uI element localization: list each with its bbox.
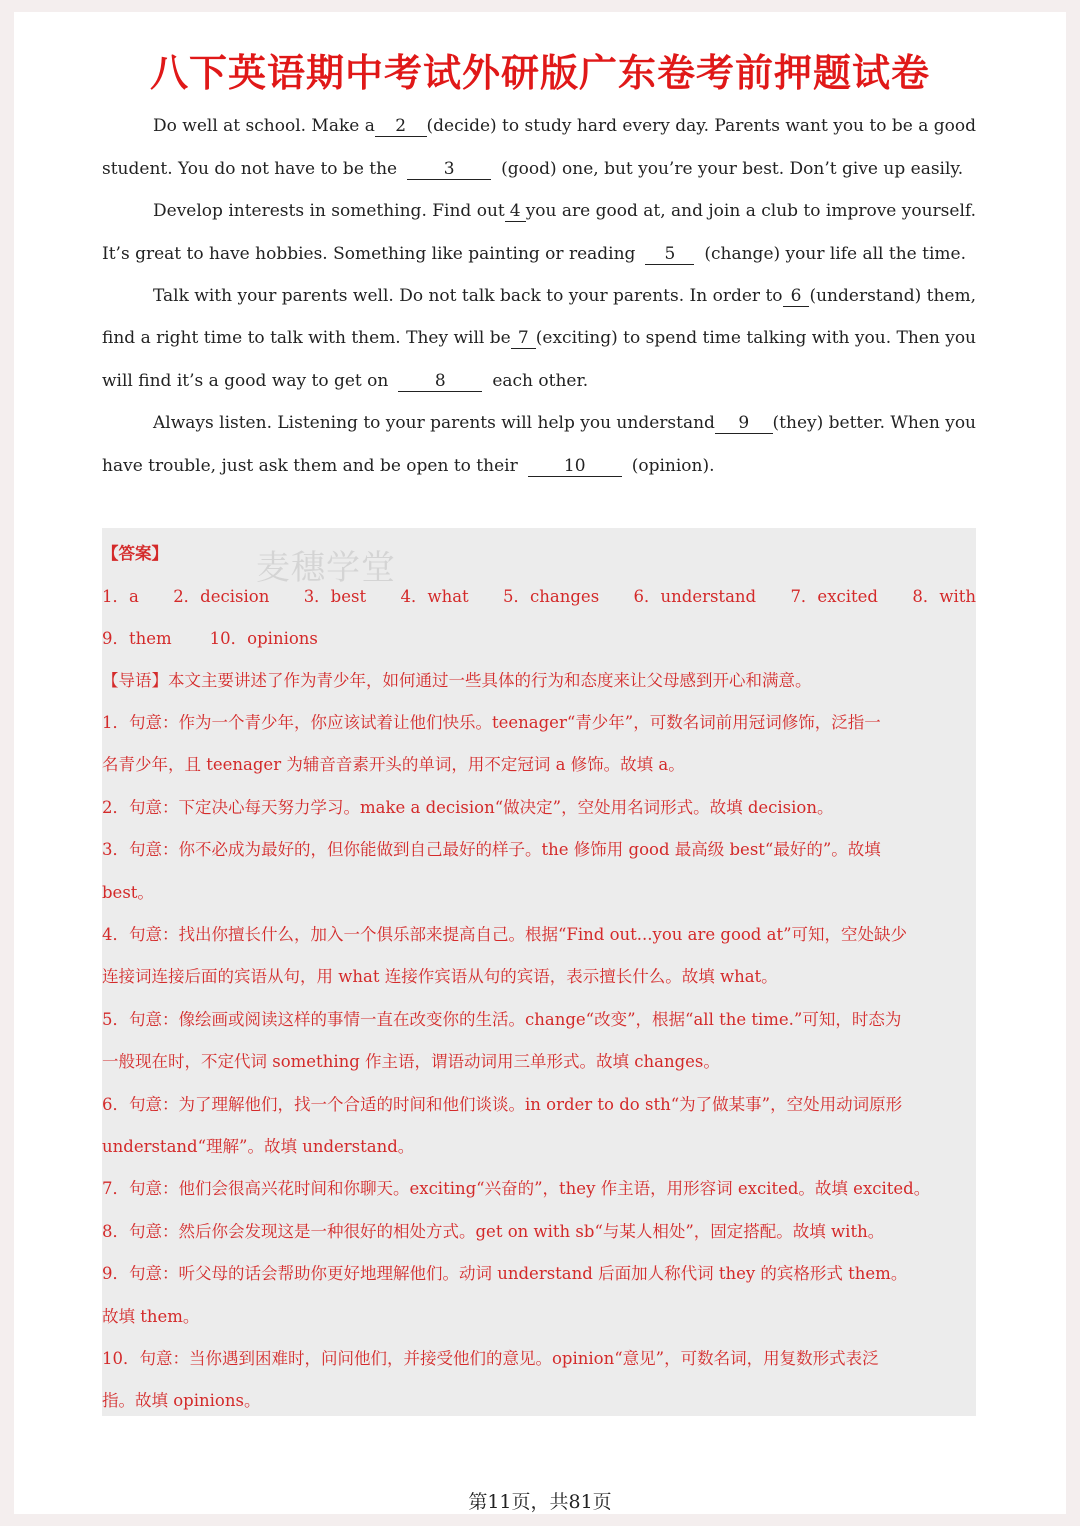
text: It’s great to have hobbies. Something like painting or reading	[102, 244, 636, 264]
blank-7: 7	[511, 328, 536, 349]
answer-item: 8．with	[912, 587, 976, 606]
watermark-text: 麦穗学堂	[256, 548, 396, 588]
blank-3: 3	[407, 159, 491, 180]
passage-line-1	[153, 116, 976, 137]
page-number: 第11页，共81页	[468, 1491, 612, 1513]
text: (they) better. When you	[772, 413, 976, 433]
text: you are good at, and join a club to improve yourself.	[525, 201, 976, 221]
explanation-4-cont: 连接词连接后面的宾语从句，用 what 连接作宾语从句的宾语，表示擅长什么。故填 what。	[102, 967, 778, 986]
blank-6: 6	[783, 286, 810, 307]
passage-line-7	[102, 371, 976, 392]
passage-line-4	[102, 244, 976, 265]
explanation-10-cont: 指。故填 opinions。	[102, 1391, 261, 1410]
answer-item: 7．excited	[790, 587, 878, 606]
explanation-8: 8．句意：然后你会发现这是一种很好的相处方式。get on with sb“与某人相处”，固定搭配。故填 with。	[102, 1222, 885, 1241]
answer-item: 1．a	[102, 587, 139, 606]
text: Talk with your parents well. Do not talk back to your parents. In order to	[153, 286, 783, 306]
blank-2: 2	[375, 116, 427, 137]
answer-row-2	[102, 625, 976, 649]
text: (change) your life all the time.	[704, 244, 966, 264]
answer-header: 【答案】	[102, 544, 168, 563]
explanation-9: 9．句意：听父母的话会帮助你更好地理解他们。动词 understand 后面加人称代词 they 的宾格形式 them。	[102, 1264, 908, 1283]
passage-line-3	[153, 201, 976, 222]
explanation-2: 2．句意：下定决心每天努力学习。make a decision“做决定”，空处用名词形式。故填 decision。	[102, 798, 834, 817]
explanation-3: 3．句意：你不必成为最好的，但你能做到自己最好的样子。the 修饰用 good 最高级 best“最好的”。故填	[102, 840, 881, 859]
blank-8: 8	[398, 371, 482, 392]
text: Always listen. Listening to your parents will help you understand	[153, 413, 715, 433]
explanation-6-cont: understand“理解”。故填 understand。	[102, 1137, 415, 1156]
passage-line-9	[102, 456, 976, 477]
text: (decide) to study hard every day. Parents want you to be a good	[426, 116, 976, 136]
passage-line-6	[102, 328, 976, 349]
explanation-7: 7．句意：他们会很高兴花时间和你聊天。exciting“兴奋的”，they 作主语，用形容词 excited。故填 excited。	[102, 1179, 931, 1198]
passage-line-2	[102, 159, 976, 180]
text: have trouble, just ask them and be open to their	[102, 456, 518, 476]
text: student. You do not have to be the	[102, 159, 398, 179]
explanation-5-cont: 一般现在时，不定代词 something 作主语，谓语动词用三单形式。故填 changes。	[102, 1052, 720, 1071]
text: (understand) them,	[809, 286, 976, 306]
passage-line-8	[153, 413, 976, 434]
answer-item: 4．what	[400, 587, 469, 606]
explanation-9-cont: 故填 them。	[102, 1307, 200, 1326]
blank-4: 4	[505, 201, 526, 222]
answer-item: 5．changes	[503, 587, 600, 606]
answer-item: 3．best	[303, 587, 367, 606]
answer-item: 9．them	[102, 629, 172, 648]
text: will find it’s a good way to get on	[102, 371, 389, 391]
passage-line-5	[153, 286, 976, 307]
explanation-5: 5．句意：像绘画或阅读这样的事情一直在改变你的生活。change“改变”，根据“all the time.”可知，时态为	[102, 1010, 902, 1029]
answer-item: 2．decision	[173, 587, 270, 606]
text: Develop interests in something. Find out	[153, 201, 505, 221]
guide-text: 【导语】本文主要讲述了作为青少年，如何通过一些具体的行为和态度来让父母感到开心和满意。	[102, 671, 812, 690]
text: (good) one, but you’re your best. Don’t give up easily.	[501, 159, 964, 179]
explanation-1: 1．句意：作为一个青少年，你应该试着让他们快乐。teenager“青少年”，可数名词前用冠词修饰，泛指一	[102, 713, 881, 732]
explanation-4: 4．句意：找出你擅长什么，加入一个俱乐部来提高自己。根据“Find out...you are good at”可知，空处缺少	[102, 925, 908, 944]
text: find a right time to talk with them. They will be	[102, 328, 511, 348]
page-title: 八下英语期中考试外研版广东卷考前押题试卷	[149, 51, 930, 95]
explanation-6: 6．句意：为了理解他们，找一个合适的时间和他们谈谈。in order to do sth“为了做某事”，空处用动词原形	[102, 1095, 903, 1114]
blank-5: 5	[645, 244, 694, 265]
text: (exciting) to spend time talking with you. Then you	[535, 328, 976, 348]
explanation-3-cont: best。	[102, 883, 154, 902]
text: (opinion).	[631, 456, 715, 476]
answer-item: 10．opinions	[209, 629, 318, 648]
answer-item: 6．understand	[633, 587, 757, 606]
text: Do well at school. Make a	[153, 116, 375, 136]
text: each other.	[492, 371, 589, 391]
explanation-1-cont: 名青少年，且 teenager 为辅音音素开头的单词，用不定冠词 a 修饰。故填 a。	[102, 755, 685, 774]
blank-10: 10	[528, 456, 622, 477]
answer-row-1	[102, 583, 976, 607]
blank-9: 9	[715, 413, 773, 434]
explanation-10: 10．句意：当你遇到困难时，问问他们，并接受他们的意见。opinion“意见”，可数名词，用复数形式表泛	[102, 1349, 879, 1368]
